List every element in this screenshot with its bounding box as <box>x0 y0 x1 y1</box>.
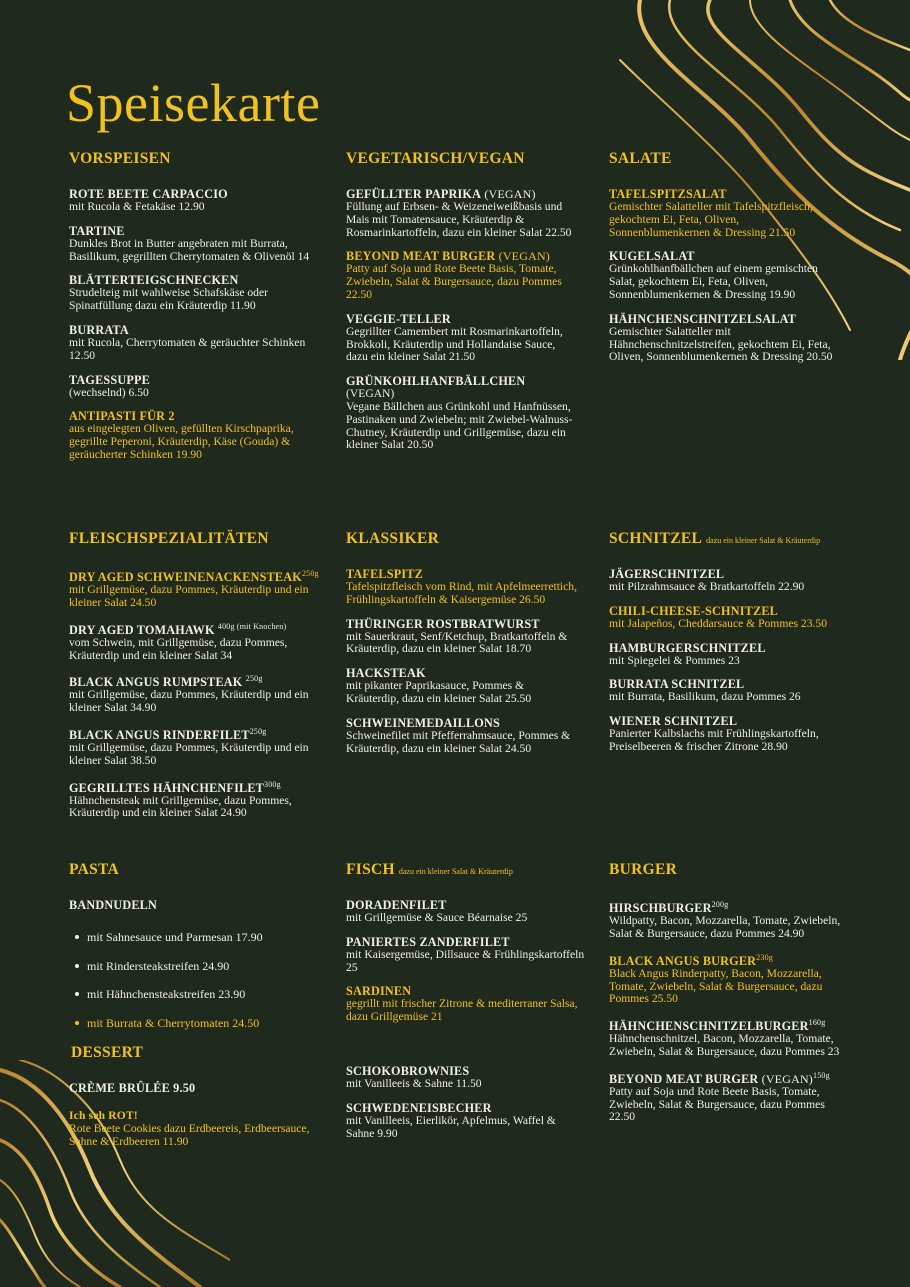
menu-item: ROTE BEETE CARPACCIO mit Rucola & Fetakäse 12.90 <box>69 187 228 213</box>
menu-item-highlighted: BEYOND MEAT BURGER (VEGAN) Patty auf Soja und Rote Beete Basis, Tomate, Zwiebeln, Salat & Burgersauce, dazu Pommes 22.50 <box>346 249 562 301</box>
menu-item: JÄGERSCHNITZEL mit Pilzrahmsauce & Bratkartoffeln 22.90 <box>609 567 805 593</box>
section-heading: FLEISCHSPEZIALITÄTEN <box>69 530 269 547</box>
list-item: mit Sahnesauce und Parmesan 17.90 <box>75 930 324 945</box>
menu-item: VEGGIE-TELLER Gegrillter Camembert mit Rosmarinkartoffeln, Brokkoli, Kräuterdip und Hollandaise Sauce, dazu ein kleiner Salat 21.50 <box>346 311 563 364</box>
menu-item-highlighted: CHILI-CHEESE-SCHNITZEL mit Jalapeños, Cheddarsauce & Pommes 23.50 <box>609 603 827 630</box>
section-heading: SCHNITZEL dazu ein kleiner Salat & Kräuterdip <box>609 530 821 547</box>
menu-item: BEYOND MEAT BURGER (VEGAN)$^{150g}$ Patty auf Soja und Rote Beete Basis, Tomate, Zwiebeln, Salat & Burgersauce, dazu Pommes 22.50 <box>609 1070 830 1124</box>
menu-item: THÜRINGER ROSTBRATWURST mit Sauerkraut, Senf/Ketchup, Bratkartoffeln & Kräuterdip, dazu ein kleiner Salat 18.70 <box>346 616 568 656</box>
section-heading: SALATE <box>609 150 672 167</box>
section-fisch <box>346 861 586 1150</box>
section-fleisch <box>69 530 331 830</box>
section-heading: BURGER <box>609 861 678 878</box>
menu-item: SCHWEDENEISBECHER mit Vanilleeis, Eierlikör, Apfelmus, Waffel & Sahne 9.90 <box>346 1100 556 1140</box>
section-heading: VEGETARISCH/VEGAN <box>346 150 525 167</box>
menu-item: BLACK ANGUS RUMPSTEAK $^{250g}$ mit Grillgemüse, dazu Pommes, Kräuterdip und ein kleiner Salat 34.90 <box>69 674 309 715</box>
menu-item: BURRATA SCHNITZEL mit Burrata, Basilikum, dazu Pommes 26 <box>609 677 801 704</box>
pasta-options-list <box>75 930 324 1031</box>
section-vorspeisen <box>69 150 324 472</box>
section-heading-dessert: DESSERT <box>71 1044 144 1061</box>
menu-item-highlighted: BLACK ANGUS $BURGER^{230g}$ Black Angus Rinderpatty, Bacon, Mozzarella, Tomate, Zwiebeln, Salat & Burgersauce, dazu Pommes 25.50 <box>609 952 823 1006</box>
menu-item: BLÄTTERTEIGSCHNECKEN Strudelteig mit wahlweise Schafskäse oder Spinatfüllung dazu ein Kräuterdip 11.90 <box>69 273 268 313</box>
menu-item: KUGELSALAT Grünkohlhanfbällchen auf einem gemischten Salat, gekochtem Ei, Feta, Oliven, Sonnenblumenkernen & Dressing 19.90 <box>609 249 818 301</box>
menu-item: HÄHNCHENSCHNITZELSALAT Gemischter Salatteller mit Hähnchenschnitzelstreifen, gekochtem Ei, Feta, Oliven, Sonnenblumenkernen & Dressing 20.50 <box>609 311 833 364</box>
pasta-subheading: BANDNUDELN <box>69 898 157 912</box>
menu-item: SCHWEINEMEDAILLONS Schweinefilet mit Pfefferrahmsauce, Pommes & Kräuterdip, dazu ein kleiner Salat 24.50 <box>346 715 571 755</box>
section-salate <box>609 150 841 374</box>
section-burger <box>609 861 849 1134</box>
section-heading: FISCH dazu ein kleiner Salat & Kräuterdip <box>346 861 513 878</box>
menu-item: GEFÜLLTER PAPRIKA (VEGAN) Füllung auf Erbsen- & Weizeneiweißbasis und Mais mit Tomatensauce, Kräuterdip & Rosmarinkartoffeln, dazu ein kleiner Salat 22.50 <box>346 187 572 239</box>
menu-item-highlighted: Ich seh ROT! Rote Beete Cookies dazu Erdbeereis, Erdbeersauce, Sahne & Erdbeeren 11.90 <box>69 1110 310 1148</box>
section-schnitzel <box>609 530 859 764</box>
list-item-highlighted: mit Burrata & Cherrytomaten 24.50 <box>75 1016 324 1031</box>
menu-item: BLACK ANGUS $RINDERFILET^{250g}$ mit Grillgemüse, dazu Pommes, Kräuterdip und ein kleiner Salat 38.50 <box>69 726 309 767</box>
menu-item: BURRATA mit Rucola, Cherrytomaten & geräuchter Schinken 12.50 <box>69 322 306 362</box>
menu-item: GRÜNKOHLHANFBÄLLCHEN (VEGAN) Vegane Bällchen aus Grünkohl und Hanfnüssen, Pastinaken und Zwiebeln; mit Zwiebel-Walnuss-Chutney, Kräuterdip und Grillgemüse, dazu ein kleiner Salat 20.50 <box>346 374 573 452</box>
section-pasta <box>69 861 324 1159</box>
menu-item: TARTINE Dunkles Brot in Butter angebraten mit Burrata, Basilikum, gegrillten Cherrytomaten & Olivenöl 14 <box>69 223 310 263</box>
menu-item-highlighted: TAFELSPITZ Tafelspitzfleisch vom Rind, mit Apfelmeerrettich, Frühlingskartoffeln & Kaisergemüse 26.50 <box>346 567 577 606</box>
menu-item: $HÄHNCHENSCHNITZELBURGER^{160g}$ Hähnchenschnitzel, Bacon, Mozzarella, Tomate, Zwiebeln, Salat & Burgersauce, dazu Pommes 23 <box>609 1018 840 1058</box>
menu-item-highlighted: DRY AGED $SCHWEINENACKENSTEAK^{250g}$ mit Grillgemüse, dazu Pommes, Kräuterdip und ein kleiner Salat 24.50 <box>69 569 319 609</box>
menu-item: TAGESSUPPE (wechselnd) 6.50 <box>69 372 151 399</box>
menu-item: GEGRILLTES $HÄHNCHENFILET^{300g}$ Hähnchensteak mit Grillgemüse, dazu Pommes, Kräuterdip und ein kleiner Salat 24.90 <box>69 779 292 820</box>
page-title: Speisekarte <box>66 73 321 133</box>
menu-item: DRY AGED TOMAHAWK $^{400g (mit Knochen)}$ vom Schwein, mit Grillgemüse, dazu Pommes, Kräuterdip und ein kleiner Salat 34 <box>69 621 288 662</box>
menu-item: $HIRSCHBURGER^{200g}$ Wildpatty, Bacon, Mozzarella, Tomate, Zwiebeln, Salat & Burgersauce, dazu Pommes 24.90 <box>609 900 841 940</box>
menu-item: HAMBURGERSCHNITZEL mit Spiegelei & Pommes 23 <box>609 640 766 667</box>
section-heading: KLASSIKER <box>346 530 440 547</box>
section-klassiker <box>346 530 578 765</box>
menu-item: CRÈME BRÛLÉE 9.50 <box>69 1081 196 1095</box>
section-heading: PASTA <box>69 861 120 878</box>
menu-item-highlighted: TAFELSPITZSALAT Gemischter Salatteller mit Tafelspitzfleisch, gekochtem Ei, Feta, Oliven, Sonnenblumenkernen & Dressing 21.50 <box>609 187 813 239</box>
menu-item-highlighted: ANTIPASTI FÜR 2 aus eingelegten Oliven, gefüllten Kirschpaprika, gegrillte Peperoni, Kräuterdip, Käse (Gouda) & geräucherter Schinken 19.90 <box>69 409 294 461</box>
menu-item: WIENER SCHNITZEL Panierter Kalbslachs mit Frühlingskartoffeln, Preiselbeeren & frischer Zitrone 28.90 <box>609 714 819 753</box>
menu-item: HACKSTEAK mit pikanter Paprikasauce, Pommes & Kräuterdip, dazu ein kleiner Salat 25.50 <box>346 666 532 705</box>
section-heading: VORSPEISEN <box>69 150 171 167</box>
menu-item: PANIERTES ZANDERFILET mit Kaisergemüse, Dillsauce & Frühlingskartoffeln 25 <box>346 934 585 974</box>
section-vegetarisch <box>346 150 578 462</box>
list-item: mit Hähnchensteakstreifen 23.90 <box>75 987 324 1002</box>
menu-item: SCHOKOBROWNIES mit Vanilleeis & Sahne 11.50 <box>346 1063 482 1090</box>
menu-item: DORADENFILET mit Grillgemüse & Sauce Béarnaise 25 <box>346 898 528 924</box>
list-item: mit Rindersteakstreifen 24.90 <box>75 959 324 974</box>
menu-item-highlighted: SARDINEN gegrillt mit frischer Zitrone & mediterraner Salsa, dazu Grillgemüse 21 <box>346 984 578 1024</box>
